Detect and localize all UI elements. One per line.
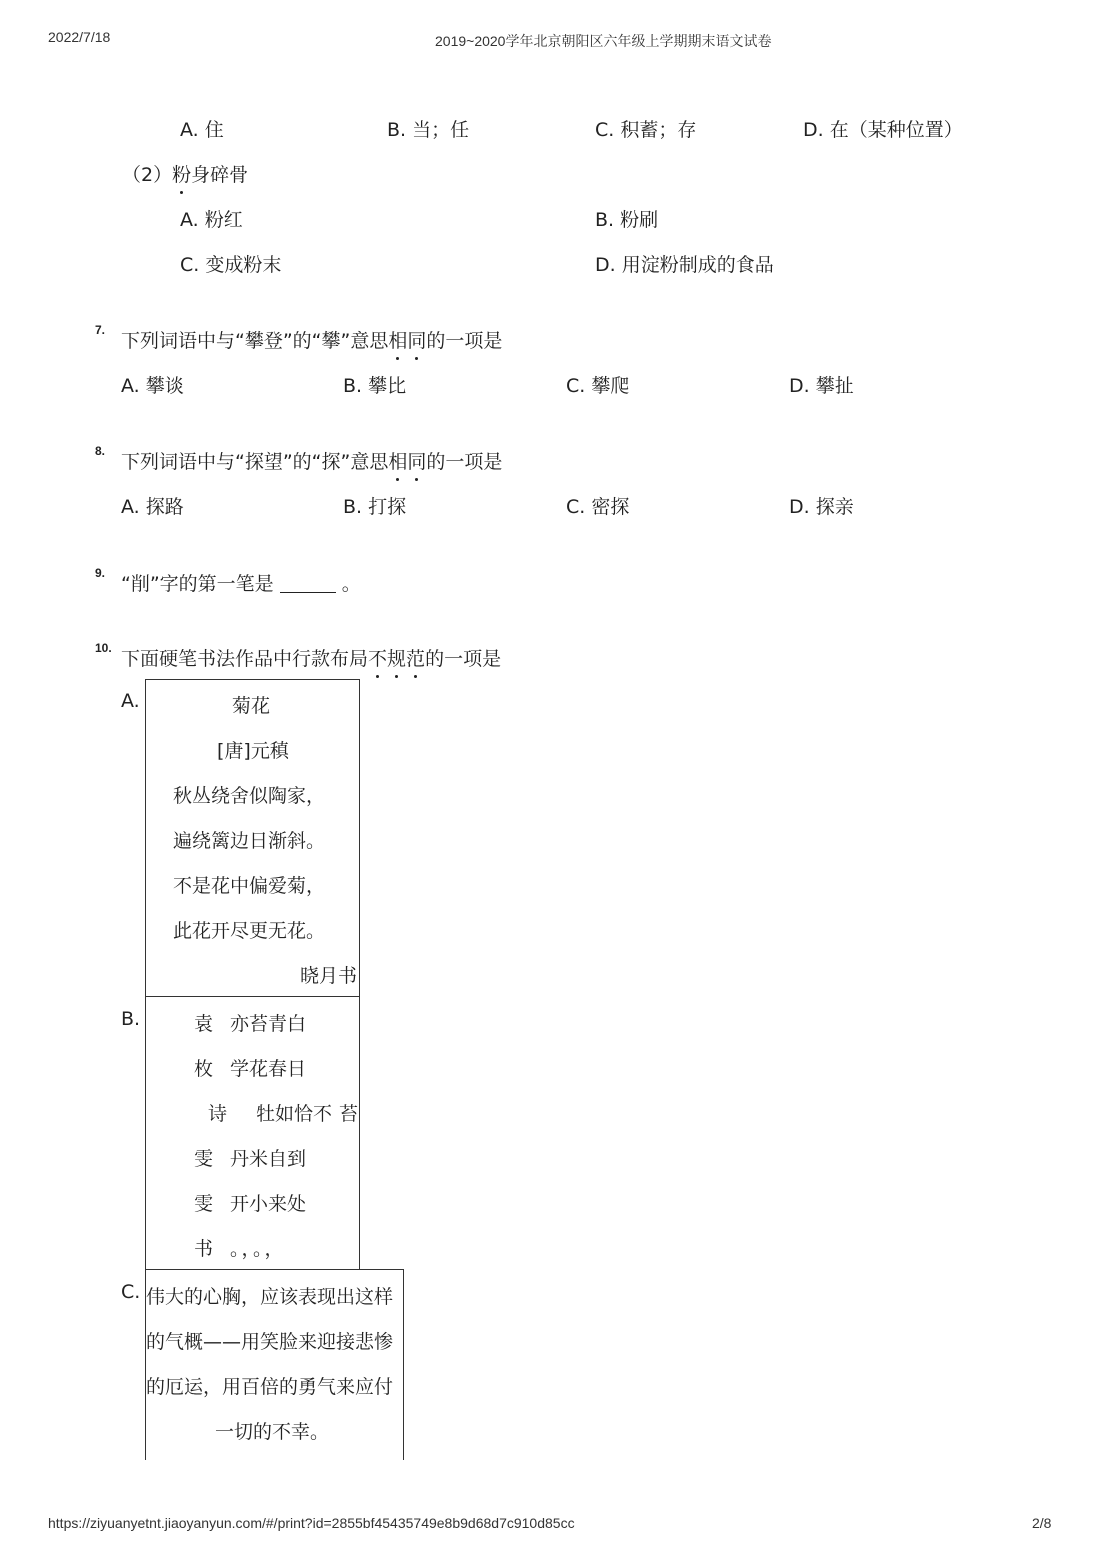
q10-emphasis-char-3: 范 [406,644,425,671]
q7-option-c[interactable]: C. 攀爬 [566,375,630,397]
header-title: 2019~2020学年北京朝阳区六年级上学期期末语文试卷 [435,33,772,49]
poem-a-line-3: 不是花中偏爱菊， [173,875,326,897]
poem-b-row-6-col-2: 。，。， [230,1238,286,1260]
q8-number: 8. [95,444,106,458]
q7-stem [121,326,502,353]
q8-stem-b: 的一项是 [426,451,503,473]
poem-b-row-3-col-2: 牡如恰不 [256,1103,333,1125]
q8-stem-a: 下列词语中与“探望”的“探”意思 [121,451,389,473]
q10-stem-a: 下面硬笔书法作品中行款布局 [121,648,369,670]
poem-b-row-5-col-1: 雯 [194,1193,214,1215]
q8-emphasis-char-2: 同 [407,447,426,474]
q6-sub2-option-c[interactable]: C. 变成粉末 [180,254,282,276]
footer-url[interactable]: https://ziyuanyetnt.jiaoyanyun.com/#/print?id=2855bf45435749e8b9d68d7c910d85cc [48,1515,575,1531]
q7-option-b[interactable]: B. 攀比 [343,375,407,397]
poem-b-row-5-col-2: 开小来处 [230,1193,307,1215]
q6-sub2-option-b[interactable]: B. 粉刷 [595,209,659,231]
passage-c-line-1: 伟大的心胸，应该表现出这样 [146,1286,394,1308]
q7-stem-a: 下列词语中与“攀登”的“攀”意思 [121,330,389,352]
poem-a-line-1: 秋丛绕舍似陶家， [173,785,326,807]
q10-option-a-label[interactable]: A. [121,690,140,712]
poem-a-line-4: 此花开尽更无花。 [173,920,326,942]
q6-sub2-rest: 身碎骨 [191,164,249,186]
q8-option-a[interactable]: A. 探路 [121,496,184,518]
q6-sub2-option-d[interactable]: D. 用淀粉制成的食品 [595,254,774,276]
q8-option-c[interactable]: C. 密探 [566,496,630,518]
header-date: 2022/7/18 [48,29,111,45]
q10-option-b-calligraphy [145,996,360,1270]
q9-number: 9. [95,566,106,580]
q7-emphasis-char-1: 相 [388,326,407,353]
poem-b-row-2-col-1: 枚 [194,1058,214,1080]
poem-b-row-3-col-3: 苔 [339,1103,359,1125]
poem-a-title: 菊花 [232,695,271,717]
q10-emphasis-char-1: 不 [368,644,387,671]
passage-c-line-4: 一切的不幸。 [215,1421,330,1443]
q7-option-a[interactable]: A. 攀谈 [121,375,184,397]
q6-sub2-label: （2） [122,164,173,186]
q10-stem [121,644,501,671]
poem-b-row-6-col-1: 书 [194,1238,214,1260]
q9-stem-a: “削”字的第一笔是 [121,573,274,595]
passage-c-line-2: 的气概——用笑脸来迎接悲惨 [146,1331,394,1353]
poem-a-author: [唐]元稹 [217,740,289,762]
q9-stem-b: 。 [341,573,361,595]
poem-b-row-2-col-2: 学花春日 [230,1058,307,1080]
q6-sub2-dotted-char: 粉 [172,160,191,187]
q10-number: 10. [95,641,112,655]
q10-option-c-label[interactable]: C. [121,1281,141,1303]
q6-sub2-option-a[interactable]: A. 粉红 [180,209,243,231]
q8-emphasis-char-1: 相 [388,447,407,474]
q7-stem-b: 的一项是 [426,330,503,352]
q10-emphasis-char-2: 规 [387,644,406,671]
q6-option-a[interactable]: A. 住 [180,119,224,141]
poem-b-row-4-col-1: 雯 [194,1148,214,1170]
q10-option-a-calligraphy [145,679,360,997]
poem-b-row-3-col-1: 诗 [208,1103,228,1125]
poem-a-signature: 晓月书 [300,965,358,987]
q10-stem-b: 的一项是 [425,648,502,670]
poem-b-row-1-col-2: 亦苔青白 [230,1013,307,1035]
poem-a-line-2: 遍绕篱边日渐斜。 [173,830,326,852]
passage-c-line-3: 的厄运，用百倍的勇气来应付 [146,1376,394,1398]
q9-stem [121,569,361,596]
q6-option-b[interactable]: B. 当；任 [387,119,470,141]
q10-option-b-label[interactable]: B. [121,1008,141,1030]
q10-option-c-calligraphy [145,1269,404,1460]
poem-b-row-1-col-1: 袁 [194,1013,214,1035]
q8-stem [121,447,502,474]
q7-emphasis [388,330,426,352]
q8-option-b[interactable]: B. 打探 [343,496,407,518]
poem-b-row-4-col-2: 丹米自到 [230,1148,307,1170]
q6-sub2-stem [122,160,248,187]
footer-page-number: 2/8 [1032,1515,1052,1531]
q7-option-d[interactable]: D. 攀扯 [789,375,854,397]
q6-option-d[interactable]: D. 在（某种位置） [803,119,963,141]
q7-number: 7. [95,323,106,337]
q9-answer-blank[interactable] [280,592,336,593]
q8-option-d[interactable]: D. 探亲 [789,496,854,518]
q7-emphasis-char-2: 同 [407,326,426,353]
q6-option-c[interactable]: C. 积蓄；存 [595,119,697,141]
